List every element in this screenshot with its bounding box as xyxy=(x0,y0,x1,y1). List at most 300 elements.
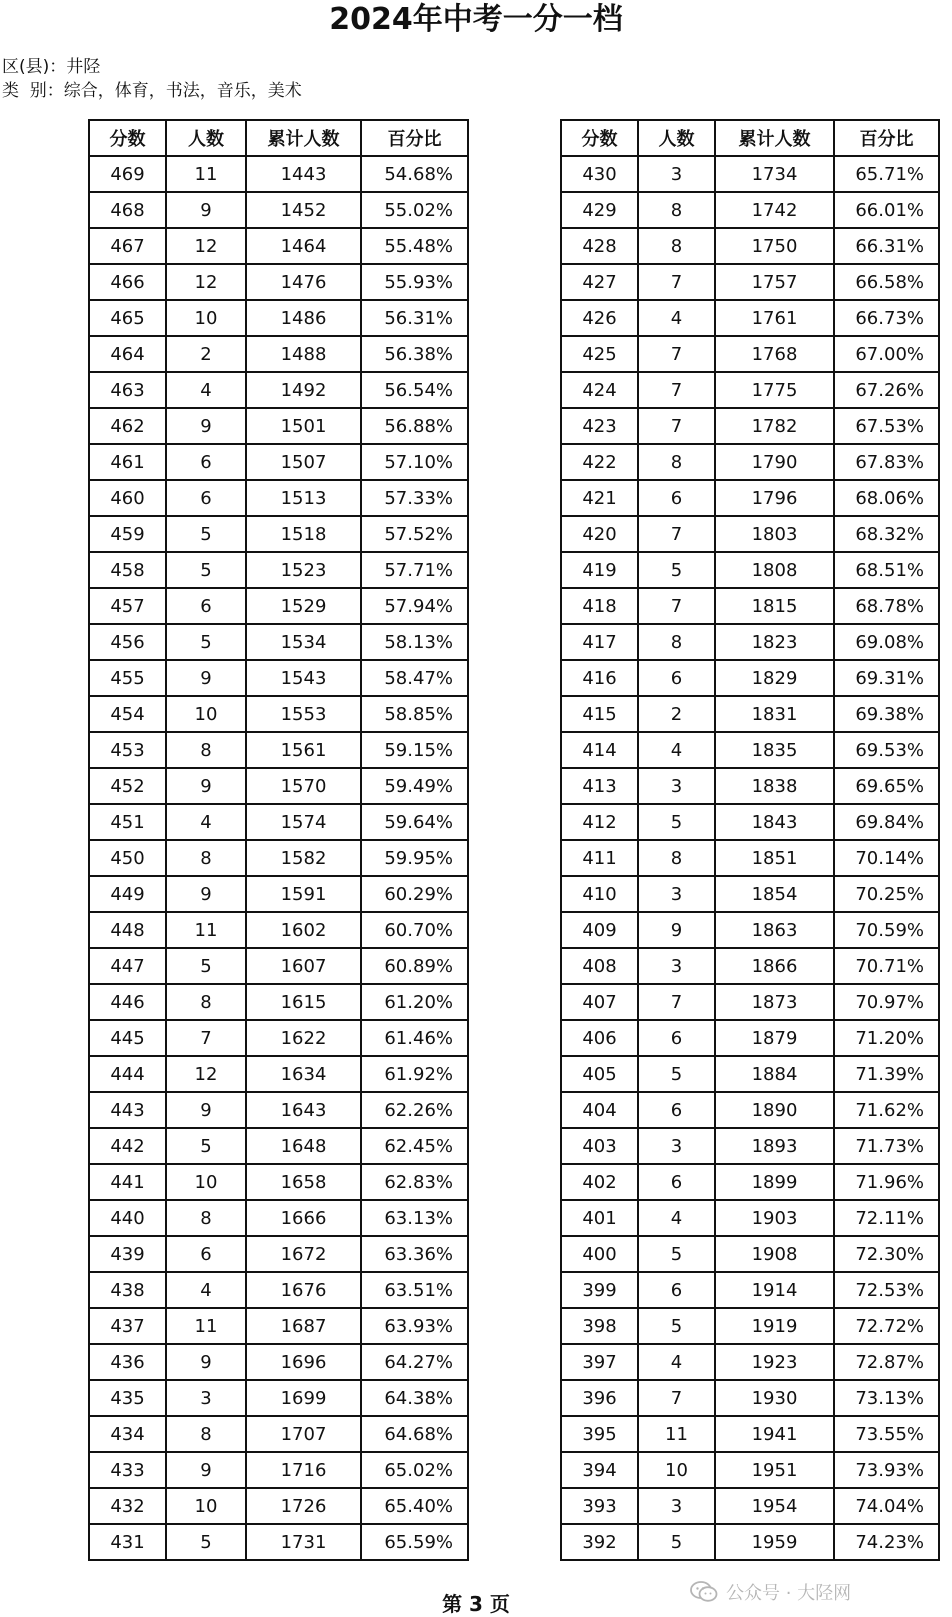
cell-cumulative: 1908 xyxy=(715,1236,834,1272)
cell-count: 10 xyxy=(166,1164,246,1200)
cell-score: 457 xyxy=(89,588,166,624)
cell-count: 5 xyxy=(166,624,246,660)
cell-count: 3 xyxy=(166,1380,246,1416)
cell-cumulative: 1742 xyxy=(715,192,834,228)
cell-count: 3 xyxy=(638,1488,715,1524)
cell-count: 7 xyxy=(638,336,715,372)
table-row xyxy=(89,444,468,480)
cell-score: 433 xyxy=(89,1452,166,1488)
cell-percent: 70.25% xyxy=(834,876,939,912)
cell-cumulative: 1750 xyxy=(715,228,834,264)
cell-cumulative: 1602 xyxy=(246,912,361,948)
table-row xyxy=(561,948,939,984)
table-row xyxy=(89,1452,468,1488)
cell-percent: 72.11% xyxy=(834,1200,939,1236)
table-row xyxy=(89,768,468,804)
cell-cumulative: 1903 xyxy=(715,1200,834,1236)
cell-percent: 65.59% xyxy=(361,1524,468,1560)
cell-score: 453 xyxy=(89,732,166,768)
cell-percent: 57.71% xyxy=(361,552,468,588)
cell-percent: 60.70% xyxy=(361,912,468,948)
cell-percent: 65.40% xyxy=(361,1488,468,1524)
cell-score: 423 xyxy=(561,408,638,444)
cell-score: 410 xyxy=(561,876,638,912)
table-row xyxy=(561,1200,939,1236)
table-row xyxy=(89,1020,468,1056)
table-row xyxy=(89,948,468,984)
cell-cumulative: 1873 xyxy=(715,984,834,1020)
cell-cumulative: 1757 xyxy=(715,264,834,300)
cell-count: 4 xyxy=(166,1272,246,1308)
cell-cumulative: 1488 xyxy=(246,336,361,372)
cell-percent: 61.92% xyxy=(361,1056,468,1092)
cell-cumulative: 1790 xyxy=(715,444,834,480)
table-row xyxy=(89,696,468,732)
cell-count: 6 xyxy=(638,1272,715,1308)
table-row xyxy=(89,1056,468,1092)
col-header-cumulative: 累计人数 xyxy=(715,120,834,156)
table-row xyxy=(561,408,939,444)
table-row xyxy=(89,480,468,516)
cell-count: 11 xyxy=(166,1308,246,1344)
cell-cumulative: 1941 xyxy=(715,1416,834,1452)
table-row xyxy=(561,660,939,696)
cell-score: 412 xyxy=(561,804,638,840)
col-header-score: 分数 xyxy=(89,120,166,156)
cell-count: 10 xyxy=(166,300,246,336)
cell-percent: 59.64% xyxy=(361,804,468,840)
table-row xyxy=(561,1344,939,1380)
cell-percent: 74.23% xyxy=(834,1524,939,1560)
cell-cumulative: 1731 xyxy=(246,1524,361,1560)
cell-cumulative: 1815 xyxy=(715,588,834,624)
cell-cumulative: 1884 xyxy=(715,1056,834,1092)
cell-percent: 73.93% xyxy=(834,1452,939,1488)
table-row xyxy=(561,1236,939,1272)
cell-count: 6 xyxy=(166,588,246,624)
table-row xyxy=(561,516,939,552)
cell-score: 441 xyxy=(89,1164,166,1200)
cell-score: 408 xyxy=(561,948,638,984)
cell-cumulative: 1634 xyxy=(246,1056,361,1092)
table-row xyxy=(561,336,939,372)
cell-count: 6 xyxy=(166,444,246,480)
table-row xyxy=(89,156,468,192)
col-header-score: 分数 xyxy=(561,120,638,156)
cell-cumulative: 1476 xyxy=(246,264,361,300)
cell-score: 406 xyxy=(561,1020,638,1056)
cell-score: 431 xyxy=(89,1524,166,1560)
cell-count: 6 xyxy=(638,1020,715,1056)
cell-count: 8 xyxy=(638,444,715,480)
cell-count: 6 xyxy=(166,1236,246,1272)
cell-score: 425 xyxy=(561,336,638,372)
cell-percent: 69.38% xyxy=(834,696,939,732)
table-row xyxy=(561,876,939,912)
cell-percent: 71.20% xyxy=(834,1020,939,1056)
cell-count: 3 xyxy=(638,876,715,912)
cell-score: 430 xyxy=(561,156,638,192)
table-row xyxy=(561,912,939,948)
cell-count: 9 xyxy=(638,912,715,948)
table-header-row xyxy=(89,120,468,156)
cell-score: 449 xyxy=(89,876,166,912)
cell-count: 5 xyxy=(166,552,246,588)
cell-percent: 56.54% xyxy=(361,372,468,408)
cell-count: 9 xyxy=(166,408,246,444)
cell-cumulative: 1666 xyxy=(246,1200,361,1236)
table-row xyxy=(561,588,939,624)
table-row xyxy=(89,1524,468,1560)
cell-count: 4 xyxy=(166,372,246,408)
cell-score: 459 xyxy=(89,516,166,552)
cell-cumulative: 1570 xyxy=(246,768,361,804)
cell-count: 7 xyxy=(638,588,715,624)
cell-score: 454 xyxy=(89,696,166,732)
table-row xyxy=(89,1128,468,1164)
cell-percent: 70.14% xyxy=(834,840,939,876)
cell-percent: 60.89% xyxy=(361,948,468,984)
table-row xyxy=(89,1200,468,1236)
cell-score: 434 xyxy=(89,1416,166,1452)
table-row xyxy=(561,156,939,192)
cell-percent: 65.02% xyxy=(361,1452,468,1488)
cell-score: 411 xyxy=(561,840,638,876)
cell-cumulative: 1823 xyxy=(715,624,834,660)
table-row xyxy=(561,984,939,1020)
cell-count: 5 xyxy=(638,1524,715,1560)
cell-score: 445 xyxy=(89,1020,166,1056)
cell-score: 438 xyxy=(89,1272,166,1308)
cell-cumulative: 1699 xyxy=(246,1380,361,1416)
cell-score: 421 xyxy=(561,480,638,516)
table-row xyxy=(561,300,939,336)
cell-score: 435 xyxy=(89,1380,166,1416)
cell-count: 8 xyxy=(166,732,246,768)
cell-percent: 61.46% xyxy=(361,1020,468,1056)
cell-cumulative: 1707 xyxy=(246,1416,361,1452)
score-table-left xyxy=(88,119,469,1561)
cell-percent: 68.51% xyxy=(834,552,939,588)
cell-percent: 66.31% xyxy=(834,228,939,264)
table-row xyxy=(561,732,939,768)
cell-percent: 55.93% xyxy=(361,264,468,300)
col-header-percent: 百分比 xyxy=(361,120,468,156)
cell-count: 4 xyxy=(638,732,715,768)
cell-percent: 72.30% xyxy=(834,1236,939,1272)
cell-cumulative: 1923 xyxy=(715,1344,834,1380)
cell-percent: 55.48% xyxy=(361,228,468,264)
table-row xyxy=(89,804,468,840)
table-row xyxy=(89,840,468,876)
cell-count: 9 xyxy=(166,1092,246,1128)
table-body xyxy=(561,156,939,1560)
cell-cumulative: 1893 xyxy=(715,1128,834,1164)
table-row xyxy=(561,624,939,660)
cell-cumulative: 1543 xyxy=(246,660,361,696)
cell-percent: 67.53% xyxy=(834,408,939,444)
cell-percent: 73.55% xyxy=(834,1416,939,1452)
table-row xyxy=(89,660,468,696)
cell-cumulative: 1863 xyxy=(715,912,834,948)
page-title: 2024年中考一分一档 xyxy=(329,2,623,37)
cell-score: 407 xyxy=(561,984,638,1020)
cell-count: 6 xyxy=(638,1092,715,1128)
cell-cumulative: 1959 xyxy=(715,1524,834,1560)
cell-percent: 66.58% xyxy=(834,264,939,300)
cell-score: 437 xyxy=(89,1308,166,1344)
cell-score: 446 xyxy=(89,984,166,1020)
cell-score: 458 xyxy=(89,552,166,588)
table-row xyxy=(561,264,939,300)
cell-cumulative: 1843 xyxy=(715,804,834,840)
cell-cumulative: 1716 xyxy=(246,1452,361,1488)
cell-cumulative: 1452 xyxy=(246,192,361,228)
cell-score: 442 xyxy=(89,1128,166,1164)
cell-score: 401 xyxy=(561,1200,638,1236)
cell-count: 7 xyxy=(638,264,715,300)
cell-score: 464 xyxy=(89,336,166,372)
cell-cumulative: 1501 xyxy=(246,408,361,444)
cell-cumulative: 1796 xyxy=(715,480,834,516)
cell-cumulative: 1768 xyxy=(715,336,834,372)
table-row xyxy=(89,336,468,372)
table-row xyxy=(561,840,939,876)
cell-cumulative: 1553 xyxy=(246,696,361,732)
table-row xyxy=(89,588,468,624)
cell-count: 8 xyxy=(166,1200,246,1236)
cell-score: 443 xyxy=(89,1092,166,1128)
cell-score: 462 xyxy=(89,408,166,444)
cell-cumulative: 1607 xyxy=(246,948,361,984)
cell-count: 5 xyxy=(638,1236,715,1272)
cell-cumulative: 1486 xyxy=(246,300,361,336)
table-row xyxy=(89,264,468,300)
cell-cumulative: 1443 xyxy=(246,156,361,192)
table-row xyxy=(561,1092,939,1128)
cell-cumulative: 1591 xyxy=(246,876,361,912)
cell-count: 5 xyxy=(638,804,715,840)
cell-score: 416 xyxy=(561,660,638,696)
cell-percent: 71.73% xyxy=(834,1128,939,1164)
cell-score: 460 xyxy=(89,480,166,516)
table-row xyxy=(561,1380,939,1416)
cell-cumulative: 1803 xyxy=(715,516,834,552)
table-row xyxy=(561,1164,939,1200)
cell-percent: 74.04% xyxy=(834,1488,939,1524)
cell-cumulative: 1951 xyxy=(715,1452,834,1488)
cell-count: 5 xyxy=(166,1524,246,1560)
cell-percent: 72.53% xyxy=(834,1272,939,1308)
table-row xyxy=(89,1164,468,1200)
cell-percent: 68.06% xyxy=(834,480,939,516)
cell-score: 426 xyxy=(561,300,638,336)
table-row xyxy=(561,1416,939,1452)
col-header-count: 人数 xyxy=(638,120,715,156)
cell-cumulative: 1464 xyxy=(246,228,361,264)
cell-score: 451 xyxy=(89,804,166,840)
table-body xyxy=(89,156,468,1560)
cell-percent: 69.31% xyxy=(834,660,939,696)
cell-cumulative: 1523 xyxy=(246,552,361,588)
cell-score: 461 xyxy=(89,444,166,480)
cell-count: 7 xyxy=(638,1380,715,1416)
cell-score: 463 xyxy=(89,372,166,408)
cell-count: 8 xyxy=(638,228,715,264)
cell-cumulative: 1879 xyxy=(715,1020,834,1056)
cell-count: 4 xyxy=(638,1344,715,1380)
cell-percent: 62.45% xyxy=(361,1128,468,1164)
table-row xyxy=(89,228,468,264)
cell-count: 5 xyxy=(638,1308,715,1344)
cell-percent: 69.65% xyxy=(834,768,939,804)
cell-count: 6 xyxy=(638,660,715,696)
cell-score: 393 xyxy=(561,1488,638,1524)
cell-cumulative: 1648 xyxy=(246,1128,361,1164)
table-row xyxy=(561,444,939,480)
cell-percent: 63.51% xyxy=(361,1272,468,1308)
cell-percent: 59.15% xyxy=(361,732,468,768)
cell-score: 424 xyxy=(561,372,638,408)
cell-cumulative: 1534 xyxy=(246,624,361,660)
table-row xyxy=(561,1020,939,1056)
cell-percent: 71.39% xyxy=(834,1056,939,1092)
cell-score: 465 xyxy=(89,300,166,336)
table-row xyxy=(561,372,939,408)
col-header-percent: 百分比 xyxy=(834,120,939,156)
table-row xyxy=(89,876,468,912)
cell-count: 5 xyxy=(166,948,246,984)
cell-percent: 72.87% xyxy=(834,1344,939,1380)
district-label: 区(县)：井陉 xyxy=(2,57,101,77)
cell-score: 439 xyxy=(89,1236,166,1272)
cell-score: 402 xyxy=(561,1164,638,1200)
cell-score: 469 xyxy=(89,156,166,192)
cell-score: 419 xyxy=(561,552,638,588)
cell-score: 397 xyxy=(561,1344,638,1380)
table-row xyxy=(89,912,468,948)
table-row xyxy=(561,696,939,732)
cell-cumulative: 1507 xyxy=(246,444,361,480)
cell-cumulative: 1696 xyxy=(246,1344,361,1380)
cell-percent: 64.27% xyxy=(361,1344,468,1380)
cell-count: 2 xyxy=(638,696,715,732)
cell-count: 12 xyxy=(166,264,246,300)
cell-score: 468 xyxy=(89,192,166,228)
table-row xyxy=(89,1236,468,1272)
cell-cumulative: 1726 xyxy=(246,1488,361,1524)
watermark-text: 公众号 · 大陉网 xyxy=(726,1583,852,1604)
table-row xyxy=(89,1416,468,1452)
table-row xyxy=(89,1308,468,1344)
cell-percent: 67.83% xyxy=(834,444,939,480)
table-row xyxy=(89,732,468,768)
cell-score: 405 xyxy=(561,1056,638,1092)
score-table-right xyxy=(560,119,940,1561)
cell-score: 398 xyxy=(561,1308,638,1344)
cell-percent: 69.84% xyxy=(834,804,939,840)
cell-percent: 73.13% xyxy=(834,1380,939,1416)
table-row xyxy=(89,516,468,552)
cell-score: 436 xyxy=(89,1344,166,1380)
table-row xyxy=(561,1056,939,1092)
cell-count: 7 xyxy=(638,984,715,1020)
cell-cumulative: 1851 xyxy=(715,840,834,876)
cell-count: 8 xyxy=(166,1416,246,1452)
cell-percent: 67.26% xyxy=(834,372,939,408)
table-row xyxy=(561,1488,939,1524)
cell-count: 5 xyxy=(166,516,246,552)
cell-count: 10 xyxy=(166,696,246,732)
cell-percent: 71.96% xyxy=(834,1164,939,1200)
cell-count: 3 xyxy=(638,1128,715,1164)
cell-cumulative: 1643 xyxy=(246,1092,361,1128)
cell-cumulative: 1518 xyxy=(246,516,361,552)
cell-score: 400 xyxy=(561,1236,638,1272)
table-row xyxy=(89,624,468,660)
cell-percent: 60.29% xyxy=(361,876,468,912)
cell-count: 11 xyxy=(638,1416,715,1452)
table-row xyxy=(561,1524,939,1560)
table-row xyxy=(561,480,939,516)
cell-cumulative: 1676 xyxy=(246,1272,361,1308)
cell-cumulative: 1954 xyxy=(715,1488,834,1524)
cell-score: 440 xyxy=(89,1200,166,1236)
table-row xyxy=(89,408,468,444)
cell-percent: 59.49% xyxy=(361,768,468,804)
cell-count: 6 xyxy=(166,480,246,516)
cell-count: 4 xyxy=(638,300,715,336)
cell-percent: 65.71% xyxy=(834,156,939,192)
cell-cumulative: 1930 xyxy=(715,1380,834,1416)
cell-count: 11 xyxy=(166,912,246,948)
cell-count: 9 xyxy=(166,768,246,804)
cell-percent: 69.53% xyxy=(834,732,939,768)
cell-count: 9 xyxy=(166,660,246,696)
cell-score: 396 xyxy=(561,1380,638,1416)
table-row xyxy=(89,1488,468,1524)
cell-score: 452 xyxy=(89,768,166,804)
cell-cumulative: 1838 xyxy=(715,768,834,804)
cell-count: 8 xyxy=(166,840,246,876)
cell-score: 420 xyxy=(561,516,638,552)
cell-percent: 56.38% xyxy=(361,336,468,372)
cell-score: 395 xyxy=(561,1416,638,1452)
cell-count: 3 xyxy=(638,768,715,804)
cell-count: 8 xyxy=(638,840,715,876)
cell-percent: 58.85% xyxy=(361,696,468,732)
table-row xyxy=(89,984,468,1020)
cell-score: 422 xyxy=(561,444,638,480)
cell-cumulative: 1561 xyxy=(246,732,361,768)
table-row xyxy=(561,192,939,228)
cell-percent: 66.73% xyxy=(834,300,939,336)
cell-cumulative: 1622 xyxy=(246,1020,361,1056)
cell-percent: 57.33% xyxy=(361,480,468,516)
cell-count: 4 xyxy=(638,1200,715,1236)
cell-percent: 62.83% xyxy=(361,1164,468,1200)
cell-count: 9 xyxy=(166,192,246,228)
cell-percent: 70.59% xyxy=(834,912,939,948)
cell-cumulative: 1782 xyxy=(715,408,834,444)
cell-score: 427 xyxy=(561,264,638,300)
table-row xyxy=(561,768,939,804)
cell-count: 6 xyxy=(638,1164,715,1200)
cell-cumulative: 1854 xyxy=(715,876,834,912)
cell-score: 455 xyxy=(89,660,166,696)
cell-score: 444 xyxy=(89,1056,166,1092)
cell-percent: 56.88% xyxy=(361,408,468,444)
